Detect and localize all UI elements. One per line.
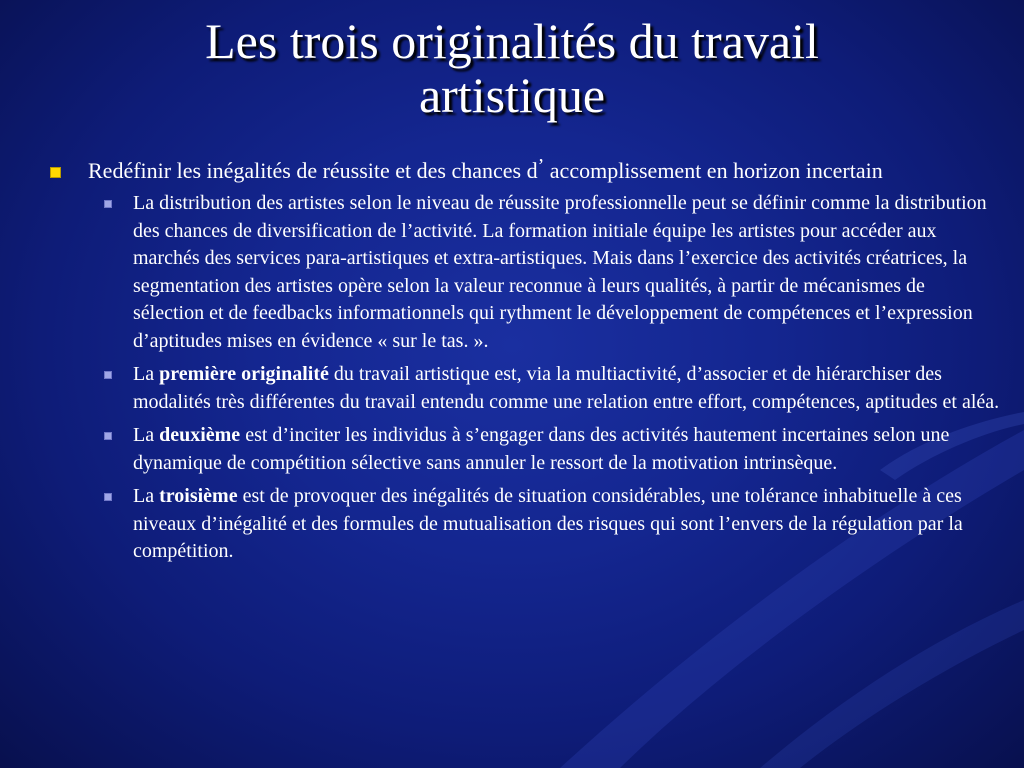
square-bullet-icon (50, 167, 61, 178)
bullet-main-text-before: Redéfinir les inégalités de réussite et des chances d (88, 158, 538, 183)
bullet-main-text-after: accomplissement en horizon incertain (544, 158, 883, 183)
sub-bullet-rest: du travail artistique est, via la multiactivité, d’associer et de hiérarchiser des modalités très différentes du travail entendu comme une relation entre effort, compétences, aptitudes et aléa. (133, 363, 1000, 413)
sub-bullet-text: La distribution des artistes selon le niveau de réussite professionnelle peut se définir comme la distribution des chances de diversification de l’activité. La formation initiale équipe les artistes pour accéder aux marchés des services para-artistiques et extra-artistiques. Mais dans l’exercice des activités créatrices, la segmentation des artistes opère selon la valeur reconnue à leurs qualités, à partir de mécanismes de sélection et de feedbacks informationnels qui rythment le développement de compétences et l’expression d’aptitudes mises en évidence « sur le tas. ». (133, 192, 987, 352)
bullet-main (50, 157, 1000, 186)
bullet-main-apostrophe: ’ (537, 155, 545, 177)
slide-title (0, 14, 1024, 122)
sub-bullet-bold: deuxième (159, 424, 241, 446)
sub-bullet-premiere (50, 361, 1000, 416)
slide-body (50, 157, 1000, 566)
sub-bullet-bold: première originalité (159, 363, 329, 385)
sub-bullet-prefix: La (133, 485, 160, 507)
sub-bullet-prefix: La (133, 424, 160, 446)
sub-bullet-deuxieme (50, 422, 1000, 477)
sub-bullet-distribution (50, 190, 1000, 355)
title-line-2: artistique (418, 67, 606, 123)
sub-bullet-bold: troisième (159, 485, 238, 507)
sub-bullet-rest: est de provoquer des inégalités de situation considérables, une tolérance inhabituelle à ces niveaux d’inégalité et des formules de mutualisation des risques qui sont l’envers de la régulation par la compétition. (133, 485, 963, 562)
sub-bullet-rest: est d’inciter les individus à s’engager dans des activités hautement incertaines selon une dynamique de compétition sélective sans annuler le ressort de la motivation intrinsèque. (133, 424, 950, 474)
small-square-bullet-icon (104, 493, 112, 501)
small-square-bullet-icon (104, 371, 112, 379)
small-square-bullet-icon (104, 200, 112, 208)
title-line-1: Les trois originalités du travail (205, 13, 819, 69)
sub-bullet-troisieme (50, 483, 1000, 566)
small-square-bullet-icon (104, 432, 112, 440)
sub-bullet-prefix: La (133, 363, 160, 385)
